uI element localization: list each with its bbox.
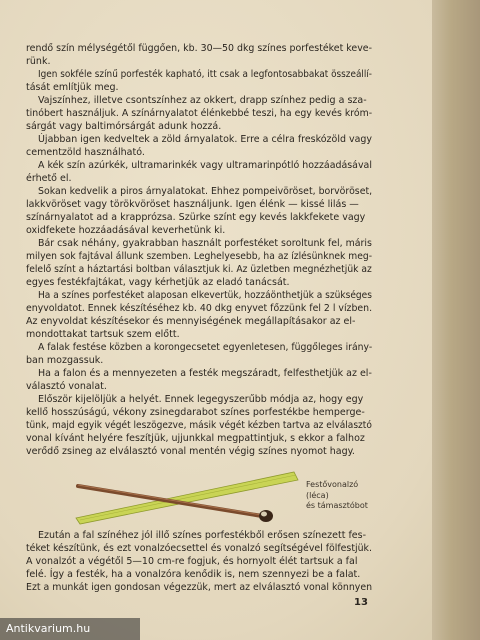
text-line: Igen sokféle színű porfesték kapható, itt csak a legfontosabbakat összeállí- xyxy=(38,69,373,80)
text-line: cementzöld használható. xyxy=(26,147,145,158)
text-line: tinóbert használjuk. A színárnyalatot élénkebbé teszi, ha egy kevés króm- xyxy=(26,108,373,119)
text-line: oxidfekete hozzáadásával keverhetünk ki. xyxy=(26,225,226,236)
text-line: ban mozgassuk. xyxy=(26,355,104,366)
text-line: Az enyvoldat készítésekor és mennyiségének megállapításakor az el- xyxy=(26,316,356,327)
text-line: tását említjük meg. xyxy=(26,82,119,93)
text-line: téket készítünk, és ezt vonalzóecsettel és vonalzó segítségével fölfestjük. xyxy=(26,543,372,554)
text-line: Először kijelöljük a helyét. Ennek legegyszerűbb módja az, hogy egy xyxy=(38,394,364,405)
text-line: Vajszínhez, illetve csontszínhez az okkert, drapp színhez pedig a sza- xyxy=(38,95,367,106)
text-line: választó vonalat. xyxy=(26,381,107,392)
ruler-and-stick-illustration xyxy=(72,462,302,526)
watermark-logo: Antikvarium.hu xyxy=(0,618,140,640)
text-line: színárnyalatot ad a krapprózsa. Szürke színt egy kevés lakkfekete vagy xyxy=(26,212,366,223)
text-line: milyen sok fajtával állunk szemben. Leghelyesebb, ha az ízlésünknek meg- xyxy=(26,251,373,262)
caption-line: (léca) xyxy=(306,490,329,500)
text-line: felé. Így a festék, ha a vonalzóra kenődik is, nem szennyezi be a falat. xyxy=(26,569,361,580)
text-line: tünk, majd egyik végét leszögezve, másik végét kézben tartva az elválasztó xyxy=(26,420,372,431)
text-line: sárgát vagy baltimórsárgát adunk hozzá. xyxy=(26,121,222,132)
text-line: Bár csak néhány, gyakrabban használt porfestéket soroltunk fel, máris xyxy=(38,238,372,249)
text-line: Ha a falon és a mennyezeten a festék megszáradt, felfesthetjük az el- xyxy=(38,368,372,379)
illustration-caption xyxy=(306,480,368,512)
text-line: rünk. xyxy=(26,56,51,67)
text-line: verődő zsineg az elválasztó vonal mentén végig színes nyomot hagy. xyxy=(26,446,355,457)
text-line: rendő szín mélységétől függően, kb. 30—50 dkg színes porfestéket keve- xyxy=(26,43,373,54)
text-line: enyvoldatot. Ennek készítéséhez kb. 40 dkg enyvet főzzünk fel 2 l vízben. xyxy=(26,303,373,314)
text-line: A kék szín azúrkék, ultramarinkék vagy ultramarinpótló hozzáadásával xyxy=(38,160,372,171)
caption-line: és támasztóbot xyxy=(306,501,368,510)
text-line: érhető el. xyxy=(26,173,72,184)
caption-line: Festővonalzó xyxy=(306,480,359,489)
text-line: lakkvöröset vagy törökvöröset használjunk. Igen élénk — kissé lilás — xyxy=(26,199,359,210)
text-line: A vonalzót a végétől 5—10 cm-re fogjuk, és hornyolt élét tartsuk a fal xyxy=(26,556,358,567)
text-line: kellő hosszúságú, vékony zsinegdarabot színes porfestékbe hemperge- xyxy=(26,407,365,418)
text-line: Ezt a munkát igen gondosan végezzük, mert az elválasztó vonal könnyen xyxy=(26,582,373,593)
text-line: Ezután a fal színéhez jól illő színes porfestékből erősen színezett fes- xyxy=(38,530,367,541)
text-line: vonal kívánt helyére feszítjük, ujjunkkal megpattintjuk, s ekkor a falhoz xyxy=(26,433,365,444)
page-number: 13 xyxy=(354,597,368,608)
text-line: felelő színt a háztartási boltban választjuk ki. Az üzletben megnézhetjük az xyxy=(26,264,372,275)
text-line: egyes festékfajtákat, vagy kérhetjük az eladó tanácsát. xyxy=(26,277,290,288)
text-line: A falak festése közben a korongecsetet egyenletesen, függőleges irány- xyxy=(38,342,373,353)
text-line: Sokan kedvelik a piros árnyalatokat. Ehhez pompeivöröset, borvöröset, xyxy=(38,186,373,197)
text-line: Újabban igen kedveltek a zöld árnyalatok. Erre a célra freskózöld vagy xyxy=(38,134,373,145)
text-line: mondottakat tartsuk szem előtt. xyxy=(26,329,180,340)
text-line: Ha a színes porfestéket alaposan elkevertük, hozzáönthetjük a szükséges xyxy=(38,290,372,301)
